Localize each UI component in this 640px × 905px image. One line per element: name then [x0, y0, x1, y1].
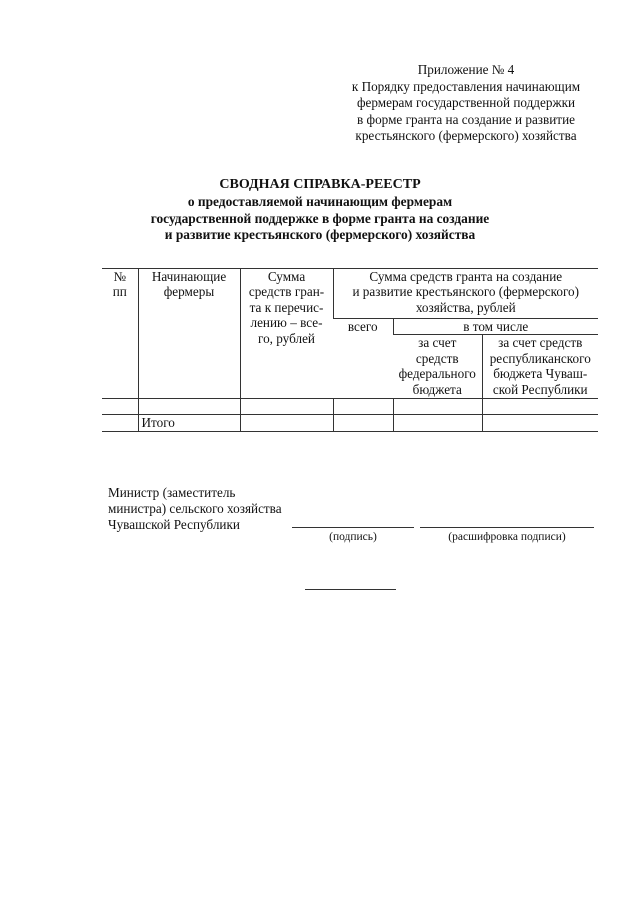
table-cell — [102, 399, 138, 415]
position-line: Чувашской Республики — [108, 517, 240, 532]
title-sub-line: о предоставляемой начинающим фермерам — [187, 194, 453, 209]
header-all: всего — [333, 319, 393, 399]
title-sub-line: и развитие крестьянского (фермерского) хозяйства — [164, 227, 476, 243]
appendix-block — [330, 62, 602, 145]
appendix-line: фермерам государственной поддержки — [356, 95, 576, 111]
header-farmers: Начинающие фермеры — [138, 269, 240, 399]
title-main: СВОДНАЯ СПРАВКА-РЕЕСТР — [219, 177, 421, 192]
table-cell — [240, 399, 333, 415]
total-row — [102, 415, 598, 431]
signatory-position — [108, 485, 328, 533]
table-cell — [393, 399, 482, 415]
decode-caption: (расшифровка подписи) — [448, 531, 566, 543]
appendix-line: в форме гранта на создание и развитие — [357, 111, 575, 127]
appendix-line: крестьянского (фермерского) хозяйства — [355, 128, 577, 144]
signature-caption: (подпись) — [329, 531, 377, 543]
table-cell — [333, 415, 393, 431]
registry-table — [102, 268, 598, 432]
document-title — [100, 176, 540, 244]
header-including: в том числе — [393, 319, 598, 335]
total-label: Итого — [138, 415, 240, 431]
table-cell — [240, 415, 333, 431]
header-federal: за счет средств федерального бюджета — [393, 335, 482, 399]
header-row — [102, 269, 598, 319]
position-line: министра) сельского хозяйства — [108, 501, 282, 516]
table-cell — [482, 399, 598, 415]
table-cell — [482, 415, 598, 431]
header-grant-sum: Сумма средств гранта на создание и развитие крестьянского (фермерского) хозяйства, рублей — [333, 269, 598, 319]
decode-line — [420, 527, 594, 528]
table-cell — [333, 399, 393, 415]
position-line: Министр (заместитель — [108, 485, 236, 500]
header-sum-total: Сумма средств гран- та к перечис- лению – все- го, рублей — [240, 269, 333, 399]
header-num: № пп — [102, 269, 138, 399]
table-row — [102, 399, 598, 415]
appendix-line: к Порядку предоставления начинающим — [351, 78, 581, 94]
end-divider — [305, 589, 396, 590]
table-cell — [138, 399, 240, 415]
appendix-line: Приложение № 4 — [417, 62, 515, 77]
table-cell — [102, 415, 138, 431]
table-cell — [393, 415, 482, 431]
header-republic: за счет средств республиканского бюджета Чуваш- ской Республики — [482, 335, 598, 399]
signature-line — [292, 527, 414, 528]
title-sub-line: государственной поддержке в форме гранта на создание — [150, 210, 490, 226]
